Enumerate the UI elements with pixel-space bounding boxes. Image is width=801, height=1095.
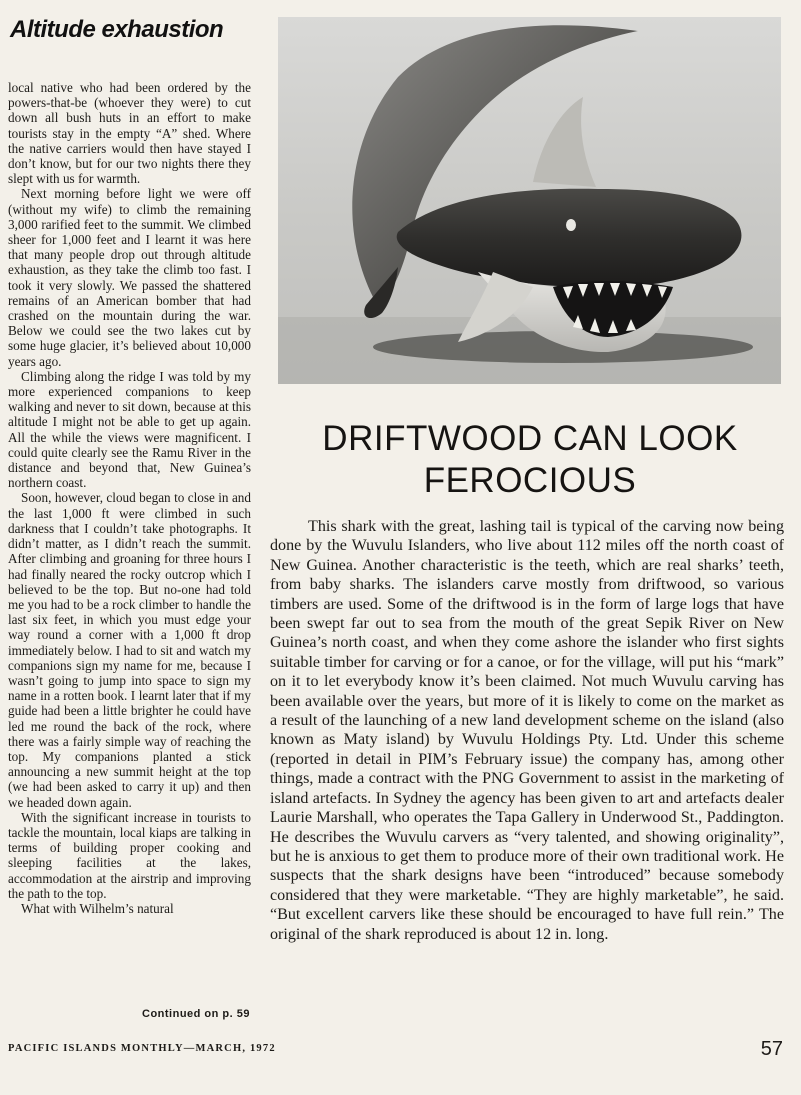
- headline: [276, 418, 784, 502]
- shark-carving-photo: [278, 17, 781, 384]
- headline-line: FEROCIOUS: [423, 461, 637, 500]
- continued-note: Continued on p. 59: [142, 1008, 250, 1020]
- photo-caption: [270, 517, 784, 944]
- publication-footer: PACIFIC ISLANDS MONTHLY—MARCH, 1972: [8, 1043, 276, 1054]
- article-paragraph: With the significant increase in tourists to tackle the mountain, local kiaps are talking in terms of building proper cooking and sleeping facilities at the lakes, accommodation at the airstrip and improving the path to the top.: [8, 809, 251, 901]
- shark-carving-icon: [278, 17, 781, 384]
- caption-paragraph: This shark with the great, lashing tail is typical of the carving now being done by the Wuvulu Islanders, who live about 112 miles off the north coast of New Guinea. Another characteristic is the teeth, which are real sharks’ teeth, from baby sharks. The islanders carve mostly from driftwood, so various timbers are used. Some of the driftwood is in the form of large logs that have been swept far out to sea from the mouth of the great Sepik River on New Guinea’s north coast, and when they come ashore the islander who first sights suitable timber for carving or for a canoe, or for the village, will put his “mark” on it to let everybody know it’s been claimed. Not much Wuvulu carving has been available over the years, but more of it is likely to come on the market as a result of the launching of a new land development scheme on the island (also known as Maty island) by Wuvulu Holdings Pty. Ltd. Under this scheme (reported in detail in PIM’s February issue) the company has, among other things, made a contract with the PNG Government to assist in the marketing of island artefacts. In Sydney the agency has been given to art and artefacts dealer Laurie Marshall, who operates the Tapa Gallery in Underwood St., Paddington. He describes the Wuvulu carvers as “very talented, and showing originality”, but he is anxious to get them to produce more of their own traditional work. He suspects that the shark designs have been “introduced” because somebody considered that they were marketable. “They are highly marketable”, he said. “But excellent carvers like these should be encouraged to have full rein.” The original of the shark reproduced is about 12 in. long.: [270, 518, 784, 943]
- article-column: [8, 80, 251, 916]
- section-heading: Altitude exhaustion: [10, 16, 224, 43]
- article-paragraph: What with Wilhelm’s natural: [21, 900, 174, 916]
- article-paragraph: Climbing along the ridge I was told by my more experienced companions to keep walking and never to sit down, because at this altitude I might not be able to get up again. All the while the views were magnificent. I could quite clearly see the Ramu River in the distance and beyond that, New Guinea’s northern coast.: [8, 368, 251, 491]
- article-paragraph: Soon, however, cloud began to close in and the last 1,000 ft were climbed in such darkness that I couldn’t take photographs. It didn’t matter, as I didn’t reach the summit. After climbing and groaning for three hours I had finally neared the rocky outcrop which I believed to be the top. But no-one had told me you had to be a rock climber to handle the last six feet, in which you must edge your way round a corner with a 1,000 ft drop immediately below. I had to sit and watch my companions sign my name for me, because I wasn’t going to jump into space to sign my name in a rotten book. I learnt later that if my guide had been a little brighter he could have led me round the back of the rock, where there was a fairly simple way of reaching the top. My companions planted a stick announcing a new summit height at the top (we had been asked to carry it up) and then we headed down again.: [8, 490, 251, 810]
- headline-line: DRIFTWOOD CAN LOOK: [322, 419, 738, 458]
- article-paragraph: Next morning before light we were off (without my wife) to climb the remaining 3,000 rarified feet to the summit. We climbed sheer for 1,000 feet and I learnt it was here that many people drop out through altitude exhaustion, as they take the climb too fast. I took it very slowly. We passed the shattered remains of an American bomber that had crashed on the mountain during the war. Below we could see the two lakes cut by some huge glacier, it’s believed about 10,000 years ago.: [8, 186, 251, 369]
- page-number: 57: [760, 1038, 783, 1060]
- article-paragraph: local native who had been ordered by the powers-that-be (whoever they were) to cut down all bush huts in an effort to make tourists stay in the empty “A” shed. Where the native carriers would then have stayed I don’t know, but for our two nights there they slept with us for warmth.: [8, 80, 251, 187]
